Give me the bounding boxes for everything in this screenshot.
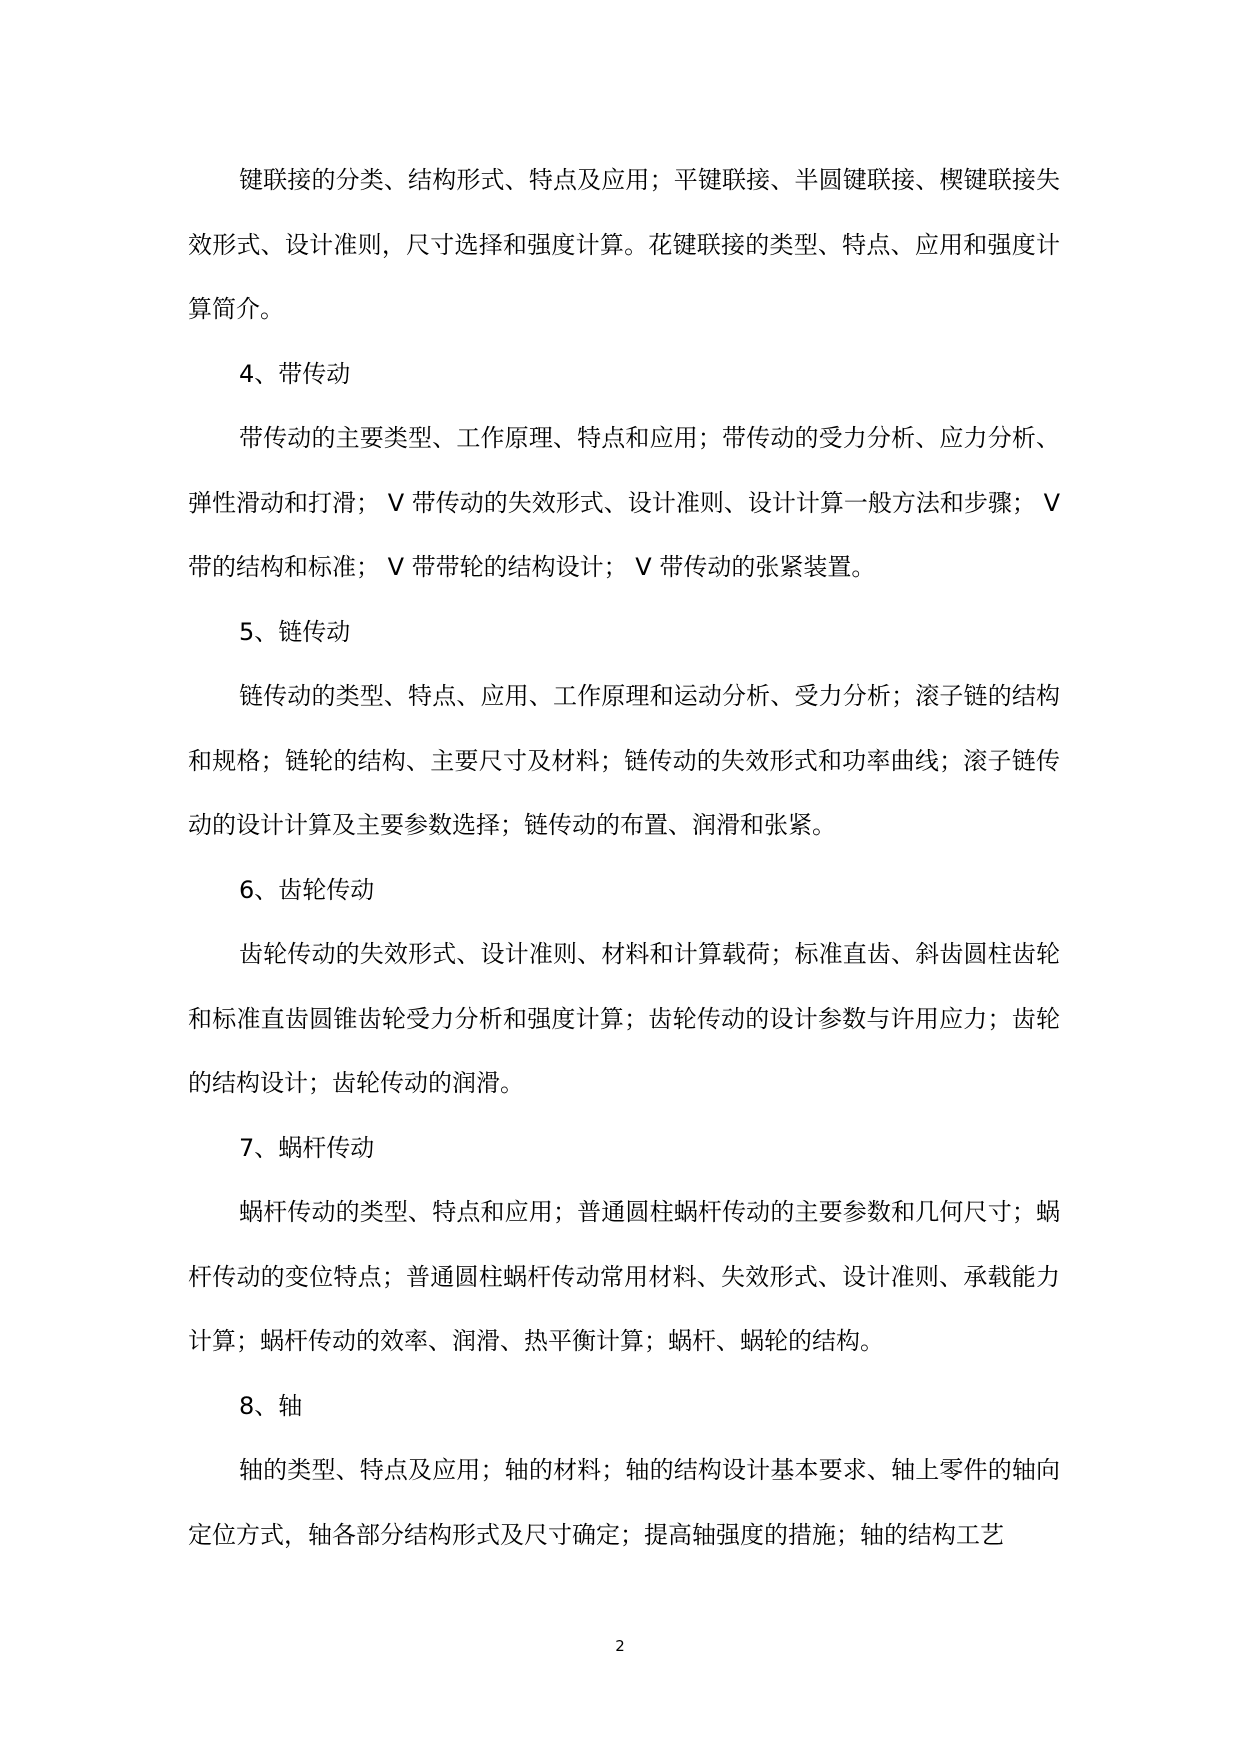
paragraph-chain-drive: 链传动的类型、特点、应用、工作原理和运动分析、受力分析；滚子链的结构和规格；链轮的结构、主要尺寸及材料；链传动的失效形式和功率曲线；滚子链传动的设计计算及主要参数选择；链传动的布置、润滑和张紧。 bbox=[188, 682, 1060, 839]
paragraph-worm-drive: 蜗杆传动的类型、特点和应用；普通圆柱蜗杆传动的主要参数和几何尺寸；蜗杆传动的变位特点；普通圆柱蜗杆传动常用材料、失效形式、设计准则、承载能力计算；蜗杆传动的效率、润滑、热平衡计算；蜗杆、蜗轮的结构。 bbox=[188, 1198, 1060, 1355]
paragraph-gear-drive: 齿轮传动的失效形式、设计准则、材料和计算载荷；标准直齿、斜齿圆柱齿轮和标准直齿圆锥齿轮受力分析和强度计算；齿轮传动的设计参数与许用应力；齿轮的结构设计；齿轮传动的润滑。 bbox=[188, 940, 1060, 1097]
section-heading-gear-drive: 6、齿轮传动 bbox=[239, 875, 375, 904]
paragraph-shaft: 轴的类型、特点及应用；轴的材料；轴的结构设计基本要求、轴上零件的轴向定位方式，轴各部分结构形式及尺寸确定；提高轴强度的措施；轴的结构工艺 bbox=[188, 1456, 1060, 1549]
page-number: 2 bbox=[615, 1637, 625, 1655]
section-heading-worm-drive: 7、蜗杆传动 bbox=[239, 1133, 375, 1162]
paragraph-key-connection: 键联接的分类、结构形式、特点及应用；平键联接、半圆键联接、楔键联接失效形式、设计准则，尺寸选择和强度计算。花键联接的类型、特点、应用和强度计算简介。 bbox=[188, 166, 1060, 323]
paragraph-belt-drive: 带传动的主要类型、工作原理、特点和应用；带传动的受力分析、应力分析、弹性滑动和打滑； V 带传动的失效形式、设计准则、设计计算一般方法和步骤； V 带的结构和标准； V 带带轮的结构设计； V 带传动的张紧装置。 bbox=[188, 424, 1060, 581]
document-body bbox=[188, 148, 1060, 1567]
section-heading-belt-drive: 4、带传动 bbox=[239, 359, 351, 388]
section-heading-chain-drive: 5、链传动 bbox=[239, 617, 351, 646]
section-heading-shaft: 8、轴 bbox=[239, 1391, 303, 1420]
